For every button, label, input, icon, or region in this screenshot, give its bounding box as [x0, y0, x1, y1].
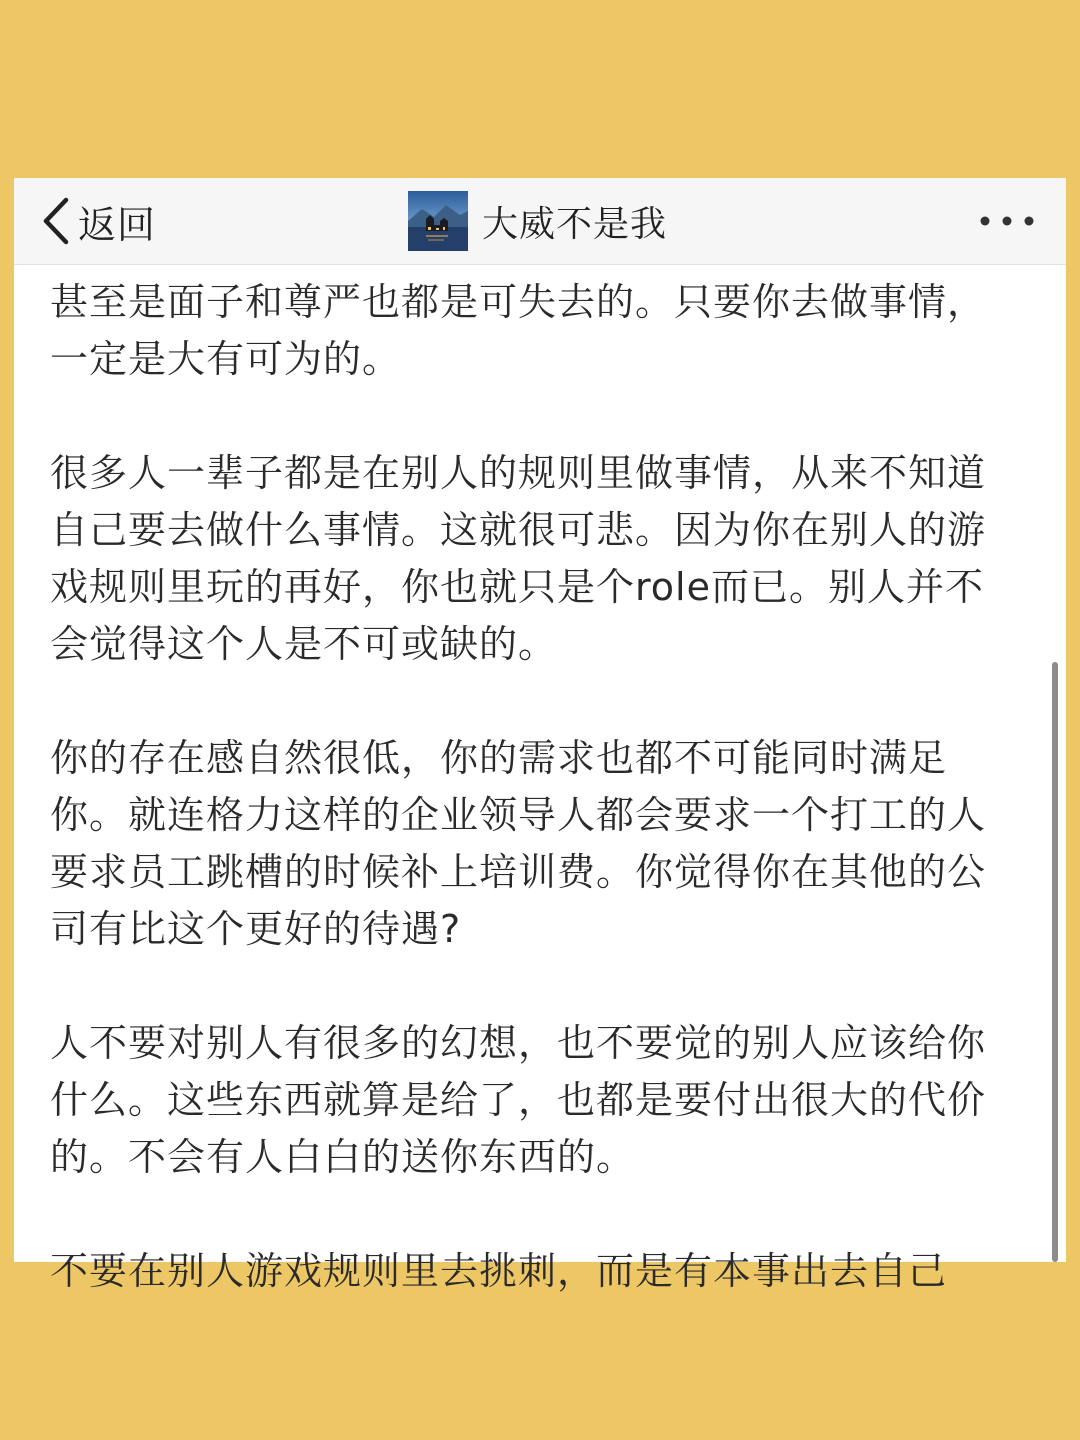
app-screen [14, 178, 1066, 1293]
username: 大威不是我 [482, 203, 668, 245]
back-button[interactable] [40, 178, 156, 264]
chevron-left-icon [40, 196, 72, 246]
paragraph-2: 很多人一辈子都是在别人的规则里做事情，从来不知道自己要去做什么事情。这就很可悲。因为你在别人的游戏规则里玩的再好，你也就只是个role而已。别人并不会觉得这个人是不可或缺的。 [50, 451, 987, 666]
profile-header[interactable] [408, 178, 667, 264]
paragraph-3: 你的存在感自然很低，你的需求也都不可能同时满足你。就连格力这样的企业领导人都会要求一个打工的人要求员工跳槽的时候补上培训费。你觉得你在其他的公司有比这个更好的待遇? [50, 736, 987, 951]
more-dots-icon [977, 214, 1037, 228]
vertical-scrollbar[interactable] [1052, 662, 1058, 1262]
paragraph-5: 不要在别人游戏规则里去挑刺，而是有本事出去自己 [50, 1249, 948, 1293]
article-body [50, 274, 1020, 1357]
lake-castle-avatar-icon [408, 191, 468, 251]
avatar[interactable] [408, 191, 468, 251]
top-navbar [14, 178, 1066, 265]
more-button[interactable] [972, 178, 1042, 264]
paragraph-1: 甚至是面子和尊严也都是可失去的。只要你去做事情，一定是大有可为的。 [50, 280, 987, 381]
paragraph-4: 人不要对别人有很多的幻想，也不要觉的别人应该给你什么。这些东西就算是给了，也都是要付出很大的代价的。不会有人白白的送你东西的。 [50, 1021, 987, 1179]
back-label: 返回 [78, 202, 157, 247]
